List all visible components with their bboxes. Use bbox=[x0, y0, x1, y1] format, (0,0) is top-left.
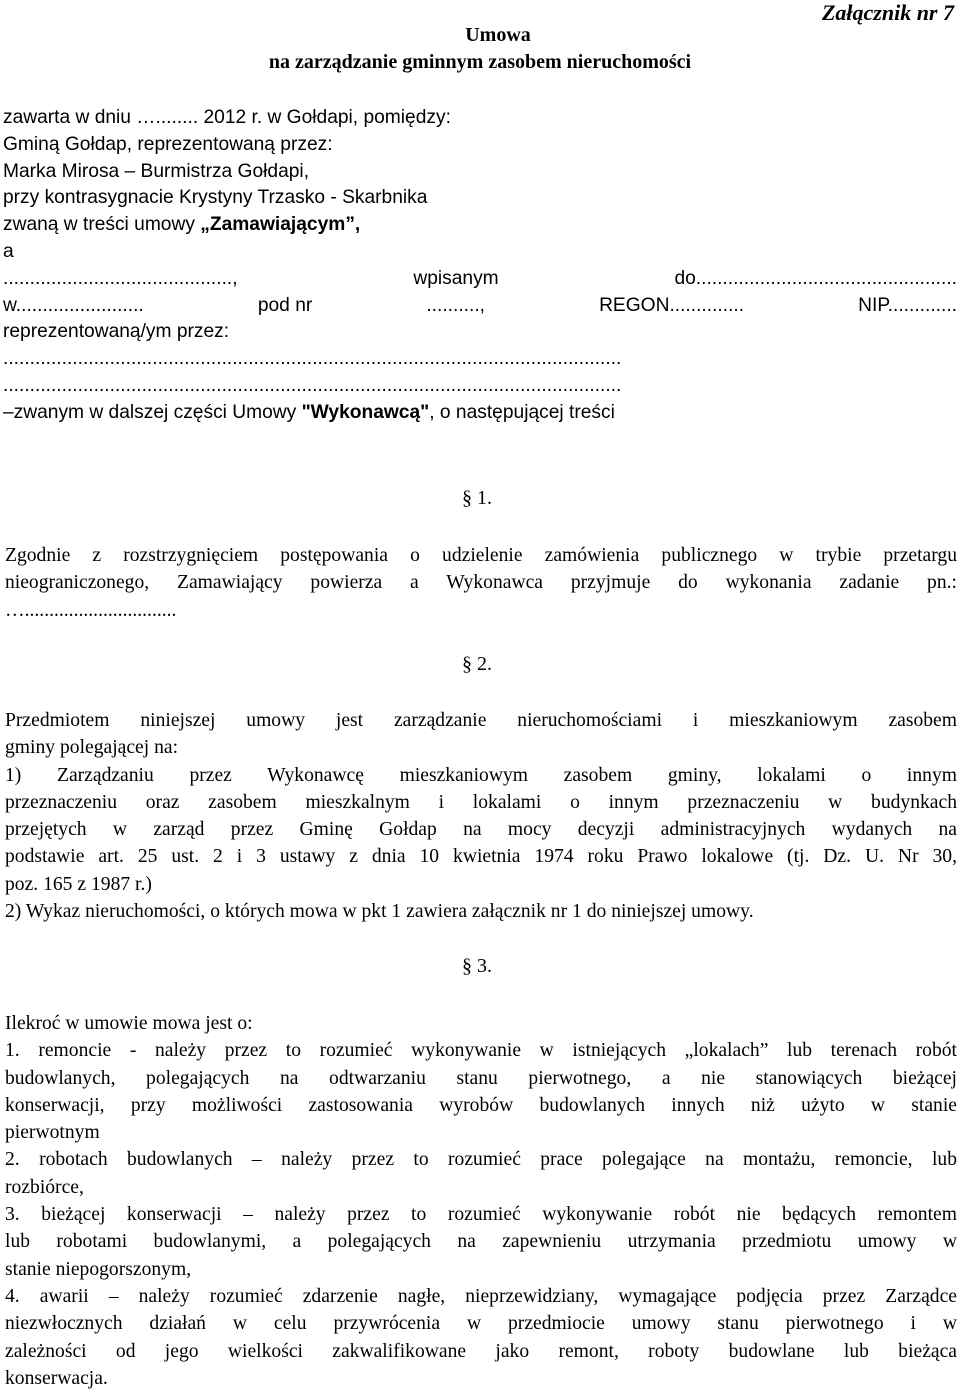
section-1-line: …............................... bbox=[5, 599, 177, 621]
ids-nr-label: pod nr bbox=[257, 294, 313, 316]
section-2-line: 2) Wykaz nieruchomości, o których mowa w pkt 1 zawiera załącznik nr 1 do niniejszej umowy. bbox=[5, 901, 754, 923]
register-blank: ..........................................., bbox=[3, 267, 238, 289]
section-1-line: nieograniczonego, Zamawiający powierza a Wykonawca przyjmuje do wykonania zadanie pn.: bbox=[5, 572, 957, 594]
header-line-representative: Marka Mirosa – Burmistrza Gołdapi, bbox=[3, 160, 310, 182]
header-line-countersign: przy kontrasygnacie Krystyny Trzasko - Skarbnika bbox=[3, 187, 428, 209]
section-2-line: przeznaczeniu oraz zasobem mieszkalnym i lokalami o innym przeznaczeniu w budynkach bbox=[5, 791, 957, 813]
section-3-line: 3. bieżącej konserwacji – należy przez to rozumieć wykonywanie robót nie będących remontem bbox=[5, 1204, 957, 1226]
section-3-line: niezwłocznych działań w celu przywrócenia w przedmiocie umowy stanu pierwotnego i w bbox=[5, 1313, 957, 1335]
section-3-body bbox=[5, 1010, 957, 1392]
contractor-name: "Wykonawcą" bbox=[301, 401, 430, 423]
section-3-line: stanie niepogorszonym, bbox=[5, 1258, 192, 1280]
contractor-label: –zwanym w dalszej części Umowy bbox=[3, 401, 302, 423]
section-2-body bbox=[5, 707, 957, 925]
section-2-line: gminy polegającej na: bbox=[5, 737, 179, 759]
section-1-line: Zgodnie z rozstrzygnięciem postępowania o udzielenie zamówienia publicznego w trybie przetargu bbox=[5, 545, 957, 566]
section-2-line: przejętych w zarząd przez Gminę Gołdap na mocy decyzji administracyjnych wydanych na bbox=[5, 819, 957, 841]
section-3-line: rozbiórce, bbox=[5, 1176, 84, 1198]
header-dots-2: .................................................................................................................... bbox=[3, 375, 622, 396]
section-3-line: konserwacji, przy możliwości zastosowania wyrobów budowlanych innych niż użyto w stanie bbox=[5, 1094, 957, 1116]
register-word: wpisanym bbox=[413, 267, 499, 289]
header-line-ids bbox=[3, 293, 957, 320]
client-label: zwaną w treści umowy bbox=[3, 214, 201, 236]
section-3-line: pierwotnym bbox=[5, 1122, 100, 1144]
section-1-body bbox=[5, 542, 957, 624]
ids-regon: REGON.............. bbox=[599, 294, 745, 316]
header-dots-1: .................................................................................................................... bbox=[3, 348, 622, 370]
header-line-register bbox=[3, 266, 957, 293]
header-line-contractor bbox=[3, 400, 615, 427]
ids-in: w........................ bbox=[3, 294, 144, 316]
section-2-line: poz. 165 z 1987 r.) bbox=[5, 873, 152, 895]
title-line-2: na zarządzanie gminnym zasobem nieruchomości bbox=[268, 51, 692, 73]
section-3-line: Ilekroć w umowie mowa jest o: bbox=[5, 1013, 253, 1034]
section-3-line: zależności od jego wielkości zakwalifikowane jako remont, roboty budowlane lub bieżąca bbox=[5, 1340, 957, 1362]
section-2-line: podstawie art. 25 ust. 2 i 3 ustawy z dnia 10 kwietnia 1974 roku Prawo lokalowe (tj. Dz. U. Nr 30, bbox=[5, 846, 957, 868]
section-2-symbol: § 2. bbox=[462, 653, 492, 675]
ids-nip: NIP............. bbox=[858, 294, 957, 316]
contractor-tail: , o następującej treści bbox=[429, 401, 615, 423]
section-1-symbol: § 1. bbox=[462, 487, 492, 509]
section-2-line: Przedmiotem niniejszej umowy jest zarządzanie nieruchomościami i mieszkaniowym zasobem bbox=[5, 710, 957, 731]
register-to: do................................................. bbox=[674, 267, 957, 289]
section-3-line: lub robotami budowlanymi, a polegających na zapewnieniu utrzymania przedmiotu umowy w bbox=[5, 1231, 957, 1253]
header-line-date: zawarta w dniu …........ 2012 r. w Gołdapi, pomiędzy: bbox=[3, 107, 451, 128]
header-line-represented: reprezentowaną/ym przez: bbox=[3, 321, 230, 343]
section-3-line: budowlanych, polegających na odtwarzaniu stanu pierwotnego, a nie stanowiących bieżącej bbox=[5, 1067, 957, 1089]
header-line-and: a bbox=[3, 241, 14, 262]
section-3-line: konserwacja. bbox=[5, 1367, 108, 1389]
section-3-line: 2. robotach budowlanych – należy przez to rozumieć prace polegające na montażu, remoncie, lub bbox=[5, 1149, 957, 1171]
header-line-client bbox=[3, 212, 360, 239]
attachment-label: Załącznik nr 7 bbox=[821, 0, 954, 25]
header-line-party: Gminą Gołdap, reprezentowaną przez: bbox=[3, 133, 333, 155]
client-name: „Zamawiającym”, bbox=[200, 214, 361, 236]
title-line-1: Umowa bbox=[465, 24, 531, 46]
ids-nr: .........., bbox=[426, 294, 485, 316]
section-3-line: 1. remoncie - należy przez to rozumieć wykonywanie w istniejących „lokalach” lub terenach robót bbox=[5, 1040, 957, 1062]
section-3-symbol: § 3. bbox=[462, 955, 492, 977]
section-2-line: 1) Zarządzaniu przez Wykonawcę mieszkaniowym zasobem gminy, lokalami o innym bbox=[5, 764, 957, 786]
section-3-line: 4. awarii – należy rozumieć zdarzenie nagłe, nieprzewidziany, wymagające podjęcia przez Zarządce bbox=[5, 1285, 957, 1307]
